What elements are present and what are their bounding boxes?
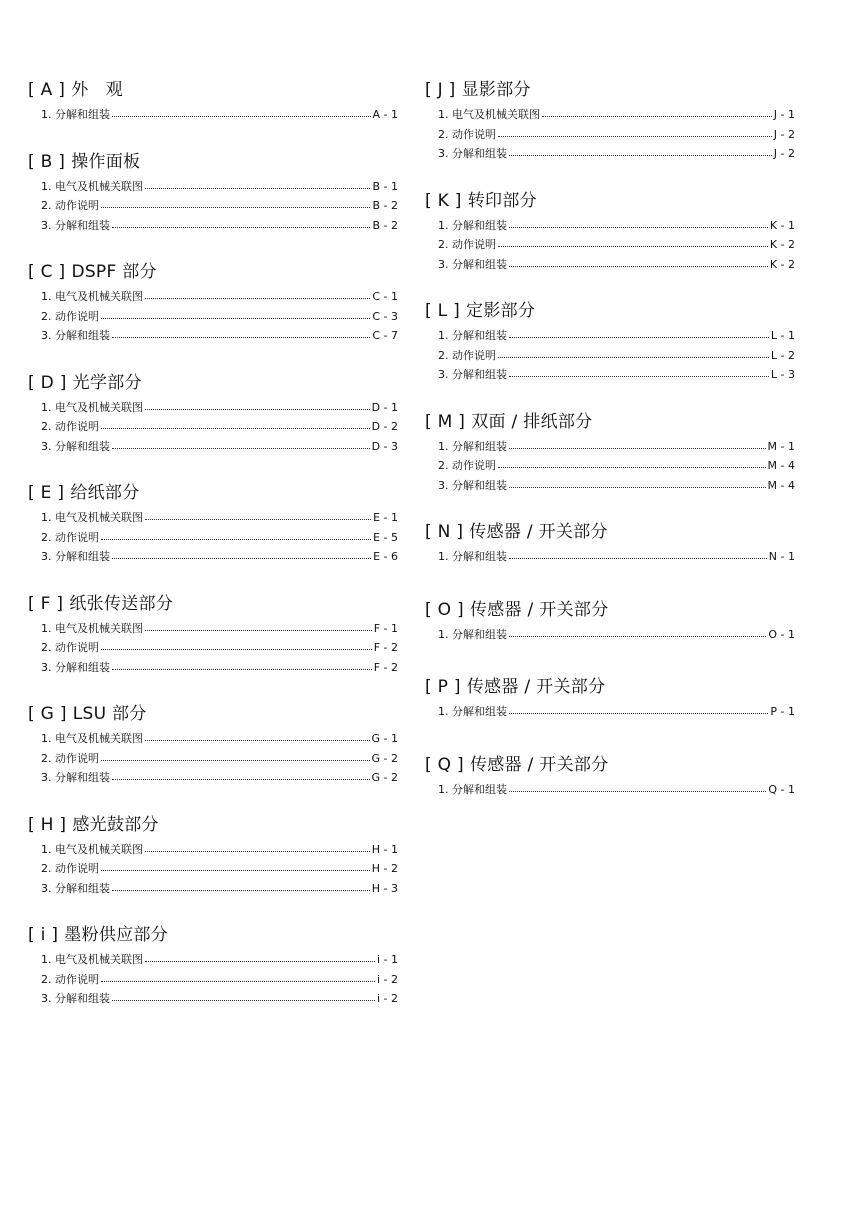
entry-page-number: N - 1: [768, 550, 795, 563]
dot-leader: [112, 669, 372, 670]
entry-label: 1. 分解和组装: [438, 329, 507, 342]
toc-entry[interactable]: [28, 547, 398, 567]
entry-label: 1. 电气及机械关联图: [41, 953, 143, 966]
toc-section: [28, 702, 398, 788]
entry-label: 2. 动作说明: [41, 309, 99, 323]
entry-page-number: F - 2: [373, 660, 398, 674]
dot-leader: [112, 227, 370, 228]
entry-label: 3. 分解和组装: [41, 660, 110, 674]
toc-entry[interactable]: [28, 619, 398, 639]
entry-label: 2. 动作说明: [41, 862, 99, 875]
dot-leader: [112, 1000, 375, 1001]
entry-label: 1. 电气及机械关联图: [41, 511, 143, 524]
toc-entry[interactable]: [28, 879, 398, 899]
dot-leader: [509, 227, 768, 228]
toc-entry[interactable]: [28, 840, 398, 860]
section-heading: [28, 813, 398, 837]
entry-page-number: B - 1: [372, 179, 398, 193]
dot-leader: [112, 448, 370, 449]
entry-page-number: J - 1: [773, 108, 795, 121]
toc-section: [425, 598, 795, 645]
entry-label: 1. 分解和组装: [438, 439, 507, 453]
section-code: [ J ]: [425, 80, 456, 100]
section-heading: [28, 923, 398, 947]
entry-label: 2. 动作说明: [41, 420, 99, 433]
entry-page-number: M - 4: [767, 478, 795, 492]
entry-page-number: L - 1: [770, 329, 795, 342]
entry-label: 3. 分解和组装: [41, 439, 110, 453]
toc-entry[interactable]: [425, 255, 795, 275]
dot-leader: [145, 630, 372, 631]
toc-section: [425, 410, 795, 496]
toc-entry[interactable]: [28, 508, 398, 528]
toc-entry[interactable]: [425, 216, 795, 236]
toc-right-column: [425, 78, 795, 799]
dot-leader: [145, 409, 370, 410]
section-code: [ B ]: [28, 151, 66, 172]
section-heading: [425, 598, 795, 622]
section-code: [ H ]: [28, 814, 67, 835]
dot-leader: [542, 116, 772, 117]
toc-entry[interactable]: [425, 547, 795, 567]
section-code: [ i ]: [28, 925, 59, 945]
section-heading: [28, 702, 398, 726]
entry-page-number: E - 1: [373, 511, 398, 524]
entry-page-number: G - 2: [371, 771, 398, 784]
entry-page-number: H - 2: [371, 862, 398, 875]
entry-page-number: M - 1: [767, 439, 795, 453]
dot-leader: [101, 981, 375, 982]
entry-page-number: D - 3: [371, 439, 398, 453]
dot-leader: [509, 337, 769, 338]
section-title: 双面 / 排纸部分: [471, 411, 593, 432]
toc-entry[interactable]: [28, 768, 398, 788]
section-title: 传感器 / 开关部分: [466, 677, 606, 697]
dot-leader: [101, 428, 370, 429]
entry-label: 1. 分解和组装: [438, 627, 507, 641]
section-title: 传感器 / 开关部分: [469, 522, 608, 542]
entry-label: 2. 动作说明: [41, 641, 99, 654]
section-title: LSU 部分: [72, 704, 147, 724]
dot-leader: [112, 890, 370, 891]
toc-entry[interactable]: [28, 105, 398, 125]
section-title: 显影部分: [461, 80, 531, 100]
section-title: 感光鼓部分: [72, 814, 159, 835]
toc-entry[interactable]: [28, 196, 398, 216]
entry-page-number: B - 2: [372, 218, 398, 232]
section-heading: [28, 260, 398, 284]
entry-page-number: G - 1: [371, 732, 398, 745]
toc-entry[interactable]: [425, 125, 795, 145]
toc-section: [28, 78, 398, 125]
toc-entry[interactable]: [425, 625, 795, 645]
toc-entry[interactable]: [28, 216, 398, 236]
entry-page-number: K - 2: [769, 257, 795, 271]
dot-leader: [101, 207, 370, 208]
entry-label: 2. 动作说明: [438, 459, 496, 472]
section-code: [ O ]: [425, 599, 464, 620]
entry-page-number: M - 4: [767, 459, 795, 472]
toc-entry[interactable]: [425, 365, 795, 385]
entry-label: 1. 电气及机械关联图: [41, 621, 143, 635]
dot-leader: [509, 713, 768, 714]
dot-leader: [509, 636, 766, 637]
entry-page-number: L - 2: [770, 348, 795, 362]
dot-leader: [498, 467, 766, 468]
entry-label: 2. 动作说明: [438, 127, 496, 141]
toc-entry[interactable]: [28, 638, 398, 658]
toc-entry[interactable]: [425, 235, 795, 255]
section-code: [ G ]: [28, 704, 67, 724]
section-code: [ F ]: [28, 593, 64, 614]
toc-entry[interactable]: [425, 105, 795, 125]
entry-label: 3. 分解和组装: [438, 478, 507, 492]
toc-entry[interactable]: [28, 729, 398, 749]
entry-label: 1. 电气及机械关联图: [41, 290, 143, 303]
entry-page-number: D - 2: [371, 420, 398, 433]
section-title: 纸张传送部分: [69, 593, 174, 614]
toc-entry[interactable]: [28, 749, 398, 769]
toc-entry[interactable]: [28, 970, 398, 990]
entry-page-number: K - 1: [769, 218, 795, 232]
dot-leader: [112, 116, 371, 117]
section-code: [ D ]: [28, 372, 67, 393]
dot-leader: [145, 740, 370, 741]
dot-leader: [498, 246, 768, 247]
toc-section: [425, 78, 795, 164]
dot-leader: [509, 558, 767, 559]
entry-page-number: C - 3: [372, 309, 398, 323]
section-title: 传感器 / 开关部分: [469, 754, 609, 775]
toc-entry[interactable]: [28, 437, 398, 457]
section-title: DSPF 部分: [71, 262, 157, 282]
entry-label: 3. 分解和组装: [438, 368, 507, 381]
dot-leader: [509, 448, 766, 449]
toc-section: [425, 753, 795, 800]
entry-label: 2. 动作说明: [41, 530, 99, 544]
entry-label: 2. 动作说明: [41, 199, 99, 212]
section-title: 转印部分: [467, 190, 537, 211]
entry-label: 3. 分解和组装: [41, 881, 110, 895]
section-code: [ K ]: [425, 190, 462, 211]
dot-leader: [145, 961, 375, 962]
toc-section: [28, 592, 398, 678]
section-heading: [425, 299, 795, 323]
toc-section: [425, 520, 795, 567]
entry-page-number: O - 1: [768, 627, 795, 641]
entry-label: 3. 分解和组装: [438, 257, 507, 271]
entry-page-number: J - 2: [773, 127, 795, 141]
dot-leader: [112, 779, 370, 780]
dot-leader: [509, 266, 768, 267]
dot-leader: [145, 188, 370, 189]
section-heading: [28, 371, 398, 395]
entry-page-number: Q - 1: [768, 782, 795, 796]
entry-page-number: B - 2: [372, 199, 398, 212]
toc-section: [28, 923, 398, 1009]
section-title: 操作面板: [71, 151, 141, 172]
entry-label: 3. 分解和组装: [438, 147, 507, 160]
entry-page-number: E - 5: [373, 530, 398, 544]
section-heading: [425, 675, 795, 699]
toc-entry[interactable]: [425, 437, 795, 457]
toc-entry[interactable]: [28, 177, 398, 197]
dot-leader: [498, 136, 772, 137]
entry-label: 2. 动作说明: [41, 751, 99, 765]
section-code: [ N ]: [425, 522, 464, 542]
entry-label: 1. 分解和组装: [438, 550, 507, 563]
toc-entry[interactable]: [425, 476, 795, 496]
entry-page-number: i - 1: [376, 953, 398, 966]
dot-leader: [101, 649, 372, 650]
entry-label: 3. 分解和组装: [41, 218, 110, 232]
section-title: 光学部分: [72, 372, 142, 393]
section-code: [ M ]: [425, 411, 466, 432]
section-heading: [425, 78, 795, 102]
toc-entry[interactable]: [28, 326, 398, 346]
toc-entry[interactable]: [28, 658, 398, 678]
toc-section: [28, 150, 398, 236]
toc-section: [425, 189, 795, 275]
entry-page-number: L - 3: [770, 368, 795, 381]
entry-label: 1. 分解和组装: [438, 705, 507, 718]
toc-section: [28, 371, 398, 457]
section-code: [ Q ]: [425, 754, 464, 775]
entry-page-number: D - 1: [371, 400, 398, 414]
entry-page-number: E - 6: [373, 550, 398, 563]
dot-leader: [145, 519, 371, 520]
entry-label: 2. 动作说明: [438, 348, 496, 362]
section-title: 外 观: [71, 80, 124, 100]
entry-label: 1. 分解和组装: [438, 218, 507, 232]
entry-page-number: G - 2: [371, 751, 398, 765]
entry-label: 1. 电气及机械关联图: [438, 108, 540, 121]
section-title: 传感器 / 开关部分: [469, 599, 609, 620]
toc-section: [28, 260, 398, 346]
toc-entry[interactable]: [28, 528, 398, 548]
section-heading: [28, 481, 398, 505]
toc-section: [28, 481, 398, 567]
dot-leader: [145, 298, 370, 299]
entry-page-number: P - 1: [770, 705, 795, 718]
toc-section: [425, 675, 795, 722]
toc-entry[interactable]: [425, 780, 795, 800]
section-heading: [28, 592, 398, 616]
toc-entry[interactable]: [28, 989, 398, 1009]
entry-label: 3. 分解和组装: [41, 329, 110, 342]
entry-page-number: H - 3: [371, 881, 398, 895]
toc-entry[interactable]: [425, 346, 795, 366]
section-code: [ P ]: [425, 677, 461, 697]
entry-label: 1. 分解和组装: [438, 782, 507, 796]
dot-leader: [101, 870, 370, 871]
dot-leader: [509, 155, 772, 156]
section-heading: [425, 520, 795, 544]
section-heading: [425, 753, 795, 777]
toc-entry[interactable]: [425, 326, 795, 346]
entry-label: 2. 动作说明: [41, 972, 99, 986]
section-title: 定影部分: [466, 301, 536, 321]
entry-page-number: H - 1: [371, 842, 398, 856]
entry-label: 2. 动作说明: [438, 238, 496, 251]
entry-label: 1. 电气及机械关联图: [41, 842, 143, 856]
toc-entry[interactable]: [28, 287, 398, 307]
section-title: 给纸部分: [70, 483, 140, 503]
toc-left-column: [28, 78, 398, 1009]
dot-leader: [101, 539, 371, 540]
dot-leader: [509, 376, 769, 377]
section-heading: [28, 150, 398, 174]
section-code: [ A ]: [28, 80, 66, 100]
toc-entry[interactable]: [425, 702, 795, 722]
entry-label: 3. 分解和组装: [41, 550, 110, 563]
section-code: [ C ]: [28, 262, 66, 282]
section-code: [ L ]: [425, 301, 461, 321]
section-heading: [425, 189, 795, 213]
dot-leader: [112, 558, 371, 559]
dot-leader: [145, 851, 370, 852]
entry-page-number: K - 2: [769, 238, 795, 251]
entry-page-number: J - 2: [773, 147, 795, 160]
dot-leader: [101, 318, 370, 319]
dot-leader: [509, 487, 766, 488]
toc-entry[interactable]: [28, 417, 398, 437]
entry-label: 1. 电气及机械关联图: [41, 732, 143, 745]
entry-label: 1. 电气及机械关联图: [41, 179, 143, 193]
entry-page-number: i - 2: [376, 972, 398, 986]
dot-leader: [498, 357, 769, 358]
entry-page-number: A - 1: [372, 108, 398, 121]
dot-leader: [101, 760, 370, 761]
toc-entry[interactable]: [425, 456, 795, 476]
section-title: 墨粉供应部分: [64, 925, 169, 945]
entry-label: 1. 电气及机械关联图: [41, 400, 143, 414]
toc-entry[interactable]: [28, 859, 398, 879]
section-code: [ E ]: [28, 483, 65, 503]
toc-section: [425, 299, 795, 385]
toc-entry[interactable]: [425, 144, 795, 164]
entry-page-number: F - 1: [373, 621, 398, 635]
toc-entry[interactable]: [28, 307, 398, 327]
section-heading: [28, 78, 398, 102]
toc-entry[interactable]: [28, 398, 398, 418]
entry-page-number: C - 1: [372, 290, 398, 303]
dot-leader: [112, 337, 370, 338]
entry-label: 1. 分解和组装: [41, 108, 110, 121]
entry-page-number: i - 2: [376, 992, 398, 1005]
entry-label: 3. 分解和组装: [41, 992, 110, 1005]
dot-leader: [509, 791, 766, 792]
entry-label: 3. 分解和组装: [41, 771, 110, 784]
section-heading: [425, 410, 795, 434]
entry-page-number: F - 2: [373, 641, 398, 654]
toc-section: [28, 813, 398, 899]
entry-page-number: C - 7: [372, 329, 398, 342]
toc-entry[interactable]: [28, 950, 398, 970]
